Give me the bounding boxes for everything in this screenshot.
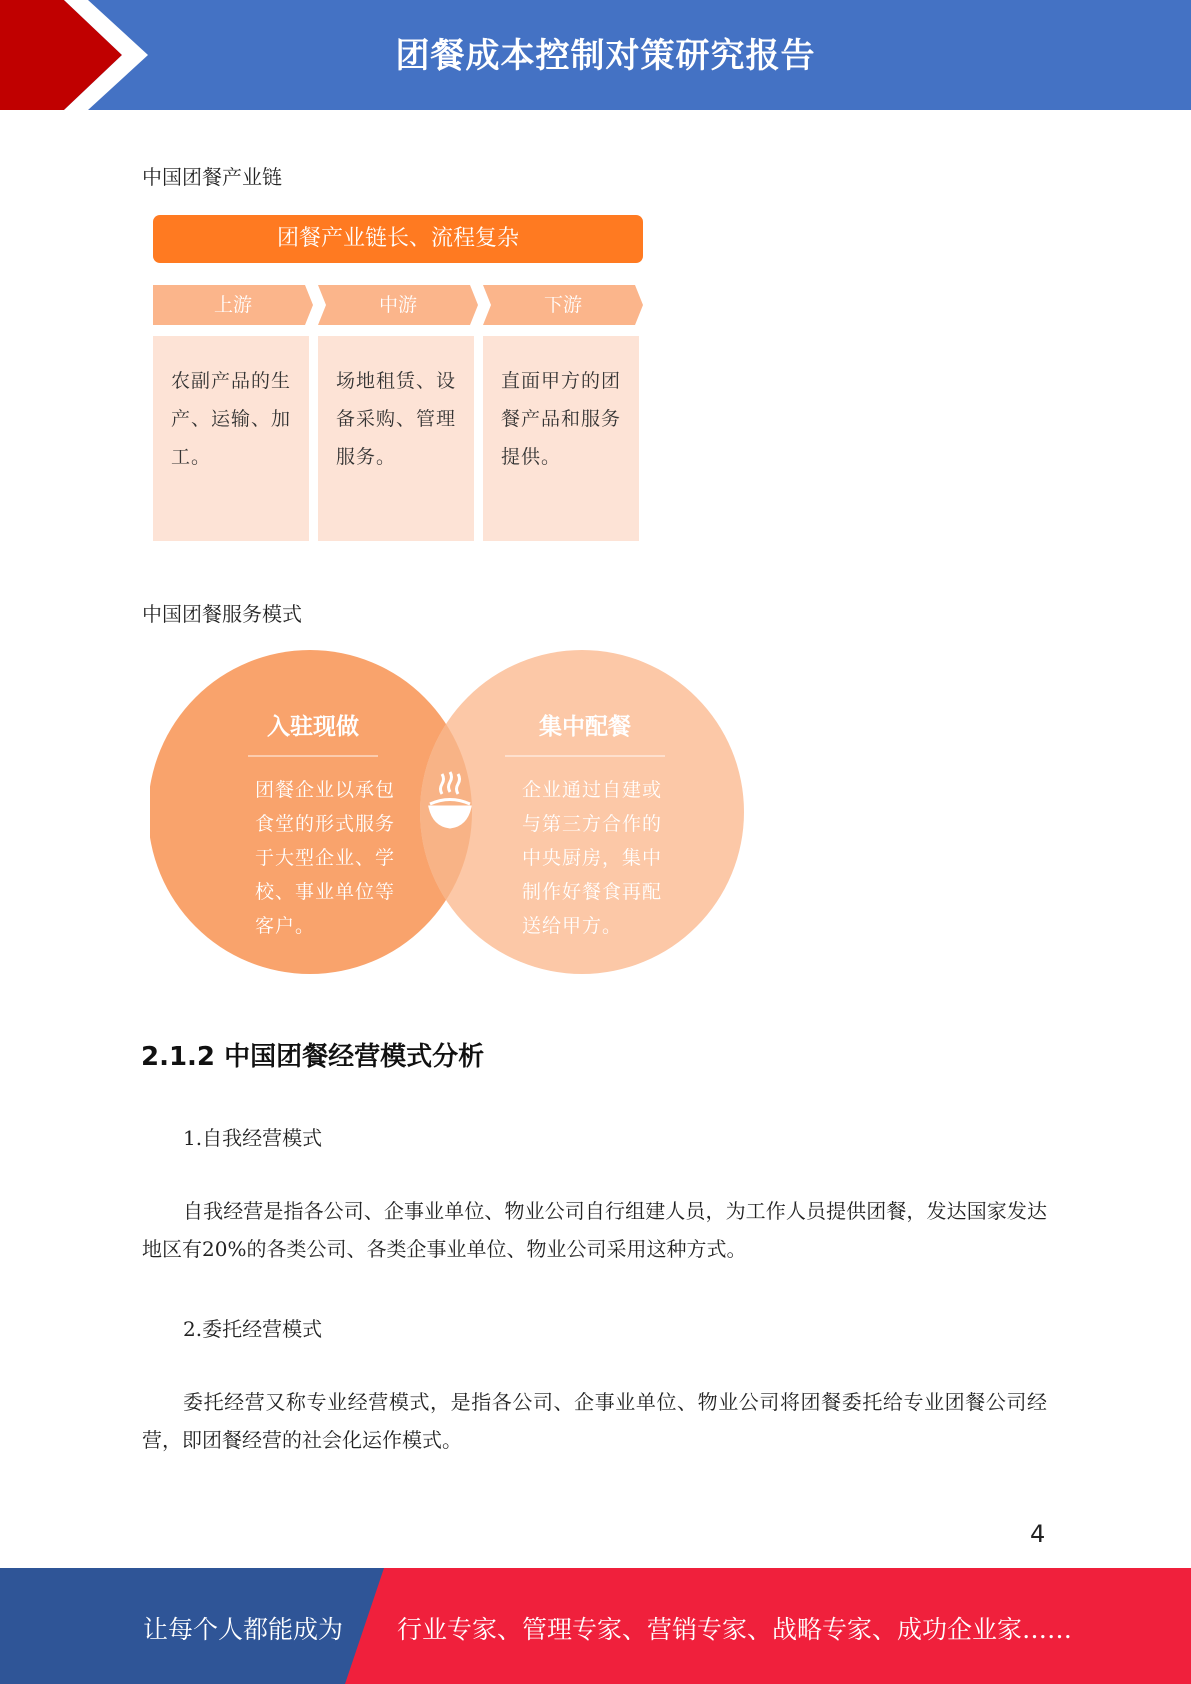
service-model-caption: 中国团餐服务模式 bbox=[142, 602, 302, 626]
footer-slogan-right: 行业专家、管理专家、营销专家、战略专家、成功企业家…… bbox=[397, 1615, 1073, 1644]
venn-right-title: 集中配餐 bbox=[539, 714, 631, 740]
page-footer bbox=[0, 1568, 1191, 1684]
venn-right-desc: 企业通过自建或与第三方合作的中央厨房，集中制作好餐食再配送给甲方。 bbox=[522, 779, 663, 937]
paragraph-2: 委托经营又称专业经营模式，是指各公司、企事业单位、物业公司将团餐委托给专业团餐公司经营，即团餐经营的社会化运作模式。 bbox=[142, 1390, 1047, 1452]
section-heading: 2.1.2 中国团餐经营模式分析 bbox=[141, 1042, 485, 1072]
page-number: 4 bbox=[1030, 1520, 1046, 1548]
paragraph-1: 自我经营是指各公司、企事业单位、物业公司自行组建人员，为工作人员提供团餐，发达国家发达地区有20%的各类公司、各类企事业单位、物业公司采用这种方式。 bbox=[142, 1199, 1047, 1261]
stage-label: 中游 bbox=[378, 294, 417, 316]
industry-chain-figure bbox=[150, 212, 646, 544]
report-title: 团餐成本控制对策研究报告 bbox=[395, 36, 816, 76]
footer-slogan-left: 让每个人都能成为 bbox=[143, 1615, 344, 1644]
subsection-title-1: 1.自我经营模式 bbox=[183, 1126, 323, 1150]
stage-tab-downstream bbox=[483, 285, 643, 325]
stage-tab-upstream bbox=[153, 285, 313, 325]
stage-desc-downstream: 直面甲方的团餐产品和服务提供。 bbox=[483, 336, 639, 541]
chain-banner: 团餐产业链长、流程复杂 bbox=[153, 215, 643, 263]
industry-chain-caption: 中国团餐产业链 bbox=[142, 165, 282, 189]
stage-tab-midstream bbox=[318, 285, 478, 325]
service-model-venn bbox=[150, 645, 750, 980]
stage-label: 上游 bbox=[213, 294, 252, 316]
stage-label: 下游 bbox=[543, 294, 582, 316]
page-header bbox=[0, 0, 1191, 110]
venn-left-desc: 团餐企业以承包食堂的形式服务于大型企业、学校、事业单位等客户。 bbox=[255, 779, 396, 937]
stage-desc-midstream: 场地租赁、设备采购、管理服务。 bbox=[318, 336, 474, 541]
venn-left-title: 入驻现做 bbox=[267, 714, 359, 740]
stage-desc-upstream: 农副产品的生产、运输、加工。 bbox=[153, 336, 309, 541]
subsection-title-2: 2.委托经营模式 bbox=[183, 1317, 323, 1341]
